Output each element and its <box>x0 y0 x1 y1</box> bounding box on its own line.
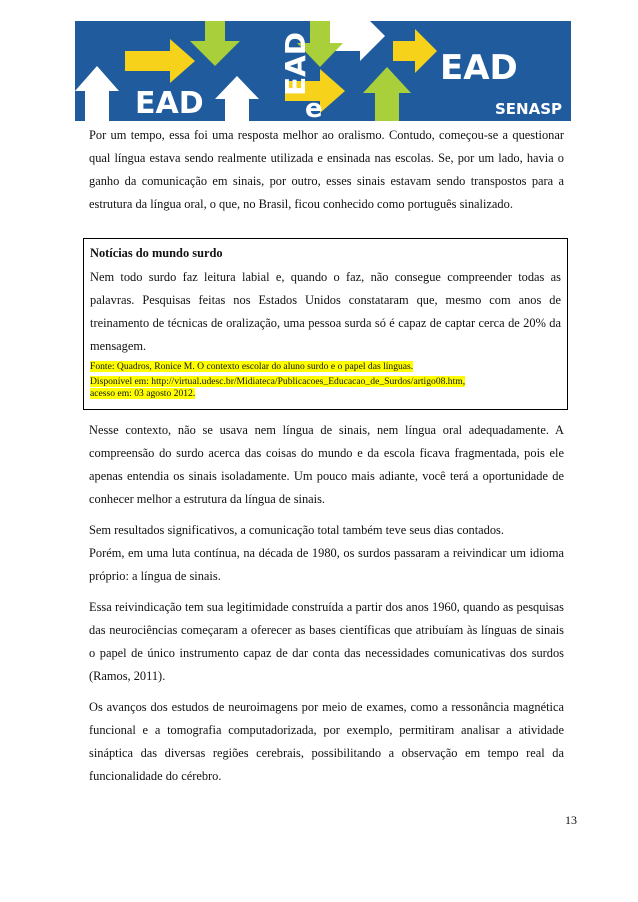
news-box <box>83 238 568 410</box>
available-link-text: Disponível em: http://virtual.udesc.br/Midiateca/Publicacoes_Educacao_de_Surdos/artigo08.htm, <box>90 376 466 387</box>
paragraph: Essa reivindicação tem sua legitimidade construída a partir dos anos 1960, quando as pesquisas das neurociências começaram a oferecer as bases científicas que atribuíam às línguas de sinais o papel de único instrumento capaz de dar conta das necessidades comunicativas dos surdos (Ramos, 2011). <box>89 600 564 683</box>
access-date-text: acesso em: 03 agosto 2012. <box>90 388 196 399</box>
banner-graphic <box>75 21 571 121</box>
paragraph: Nesse contexto, não se usava nem língua de sinais, nem língua oral adequadamente. A compreensão do surdo acerca das coisas do mundo e da escola ficava fragmentada, pois ele apenas entendia os sinais isoladamente. Um pouco mais adiante, você terá a oportunidade de conhecer melhor a estrutura da língua de sinais. <box>89 423 564 506</box>
news-box-available <box>90 376 561 400</box>
svg-text:EAD: EAD <box>279 31 312 96</box>
news-box-title: Notícias do mundo surdo <box>90 246 223 260</box>
ead-logo-text: EAD <box>440 48 518 88</box>
paragraph: Os avanços dos estudos de neuroimagens por meio de exames, como a ressonância magnética funcional e a tomografia computadorizada, por exemplo, permitiram analisar a atividade sináptica das diversas regiões cerebrais, possibilitando a observação em tempo real da funcionalidade do cérebro. <box>89 700 564 783</box>
intro-paragraph: Por um tempo, essa foi uma resposta melhor ao oralismo. Contudo, começou-se a questionar qual língua estava sendo realmente utilizada e ensinada nas escolas. Se, por um lado, havia o ganho da comunicação em sinais, por outro, esses sinais estavam sendo transpostos para a estrutura da língua oral, o que, no Brasil, ficou conhecido como português sinalizado. <box>89 128 564 211</box>
senasp-logo-text: SENASP <box>495 100 563 118</box>
svg-text:e: e <box>305 94 323 121</box>
news-box-body: Nem todo surdo faz leitura labial e, quando o faz, não consegue compreender todas as palavras. Pesquisas feitas nos Estados Unidos constataram que, mesmo com anos de treinamento de técnicas de oralização, uma pessoa surda só é capaz de captar cerca de 20% da mensagem. <box>90 270 561 353</box>
page-number: 13 <box>565 813 577 827</box>
main-text <box>89 419 564 788</box>
svg-text:EAD: EAD <box>135 86 204 121</box>
news-box-source <box>90 361 561 373</box>
source-text: Fonte: Quadros, Ronice M. O contexto escolar do aluno surdo e o papel das línguas. <box>90 361 414 372</box>
header-banner <box>75 21 571 121</box>
paragraph: Porém, em uma luta contínua, na década de 1980, os surdos passaram a reivindicar um idioma próprio: a língua de sinais. <box>89 546 564 583</box>
intro-block <box>89 124 564 216</box>
paragraph: Sem resultados significativos, a comunicação total também teve seus dias contados. <box>89 523 504 537</box>
